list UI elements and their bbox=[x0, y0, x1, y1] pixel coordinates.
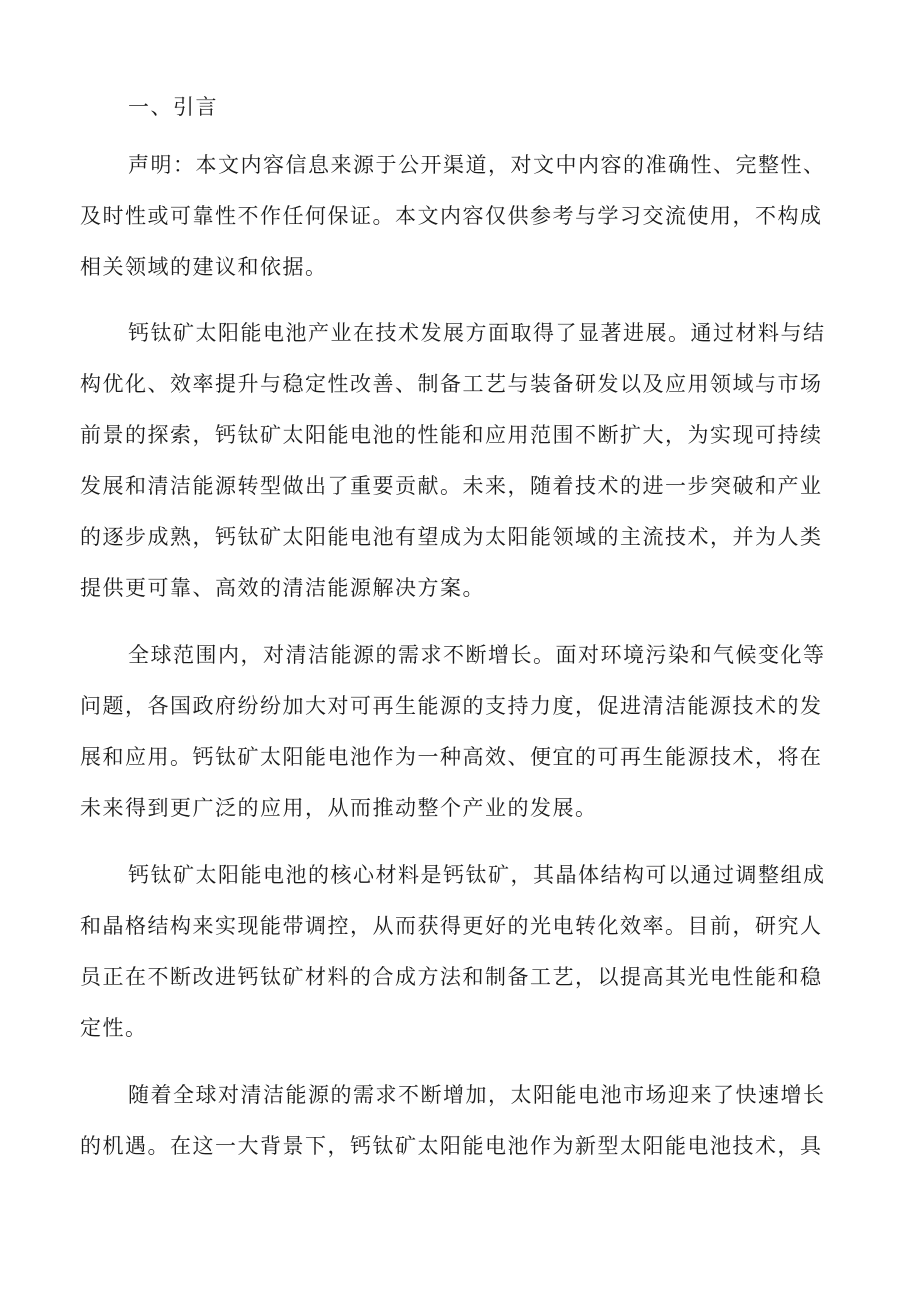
paragraph-4-line-1: 钙钛矿太阳能电池的核心材料是钙钛矿，其晶体结构可以通过调整组成 bbox=[128, 863, 826, 887]
paragraph-3-line-2: 问题，各国政府纷纷加大对可再生能源的支持力度，促进清洁能源技术的发 bbox=[80, 694, 823, 718]
paragraph-4-line-3: 员正在不断改进钙钛矿材料的合成方法和制备工艺，以提高其光电性能和稳 bbox=[80, 965, 823, 989]
paragraph-3-line-4: 未来得到更广泛的应用，从而推动整个产业的发展。 bbox=[80, 796, 598, 820]
paragraph-1-line-1: 声明：本文内容信息来源于公开渠道，对文中内容的准确性、完整性、 bbox=[128, 153, 826, 177]
paragraph-4-line-2: 和晶格结构来实现能带调控，从而获得更好的光电转化效率。目前，研究人 bbox=[80, 914, 823, 938]
paragraph-2-line-2: 构优化、效率提升与稳定性改善、制备工艺与装备研发以及应用领域与市场 bbox=[80, 372, 823, 396]
paragraph-2-line-5: 的逐步成熟，钙钛矿太阳能电池有望成为太阳能领域的主流技术，并为人类 bbox=[80, 525, 823, 549]
paragraph-4-line-4: 定性。 bbox=[80, 1016, 148, 1040]
paragraph-5-line-2: 的机遇。在这一大背景下，钙钛矿太阳能电池作为新型太阳能电池技术，具 bbox=[80, 1134, 823, 1158]
paragraph-1-line-3: 相关领域的建议和依据。 bbox=[80, 255, 328, 279]
paragraph-2-line-4: 发展和清洁能源转型做出了重要贡献。未来，随着技术的进一步突破和产业 bbox=[80, 474, 823, 498]
paragraph-2-line-3: 前景的探索，钙钛矿太阳能电池的性能和应用范围不断扩大，为实现可持续 bbox=[80, 423, 823, 447]
paragraph-5-line-1: 随着全球对清洁能源的需求不断增加，太阳能电池市场迎来了快速增长 bbox=[128, 1083, 826, 1107]
section-heading: 一、引言 bbox=[128, 95, 218, 119]
paragraph-3-line-1: 全球范围内，对清洁能源的需求不断增长。面对环境污染和气候变化等 bbox=[128, 643, 826, 667]
paragraph-1-line-2: 及时性或可靠性不作任何保证。本文内容仅供参考与学习交流使用，不构成 bbox=[80, 204, 823, 228]
paragraph-3-line-3: 展和应用。钙钛矿太阳能电池作为一种高效、便宜的可再生能源技术，将在 bbox=[80, 745, 823, 769]
paragraph-2-line-1: 钙钛矿太阳能电池产业在技术发展方面取得了显著进展。通过材料与结 bbox=[128, 321, 826, 345]
paragraph-2-line-6: 提供更可靠、高效的清洁能源解决方案。 bbox=[80, 576, 485, 600]
